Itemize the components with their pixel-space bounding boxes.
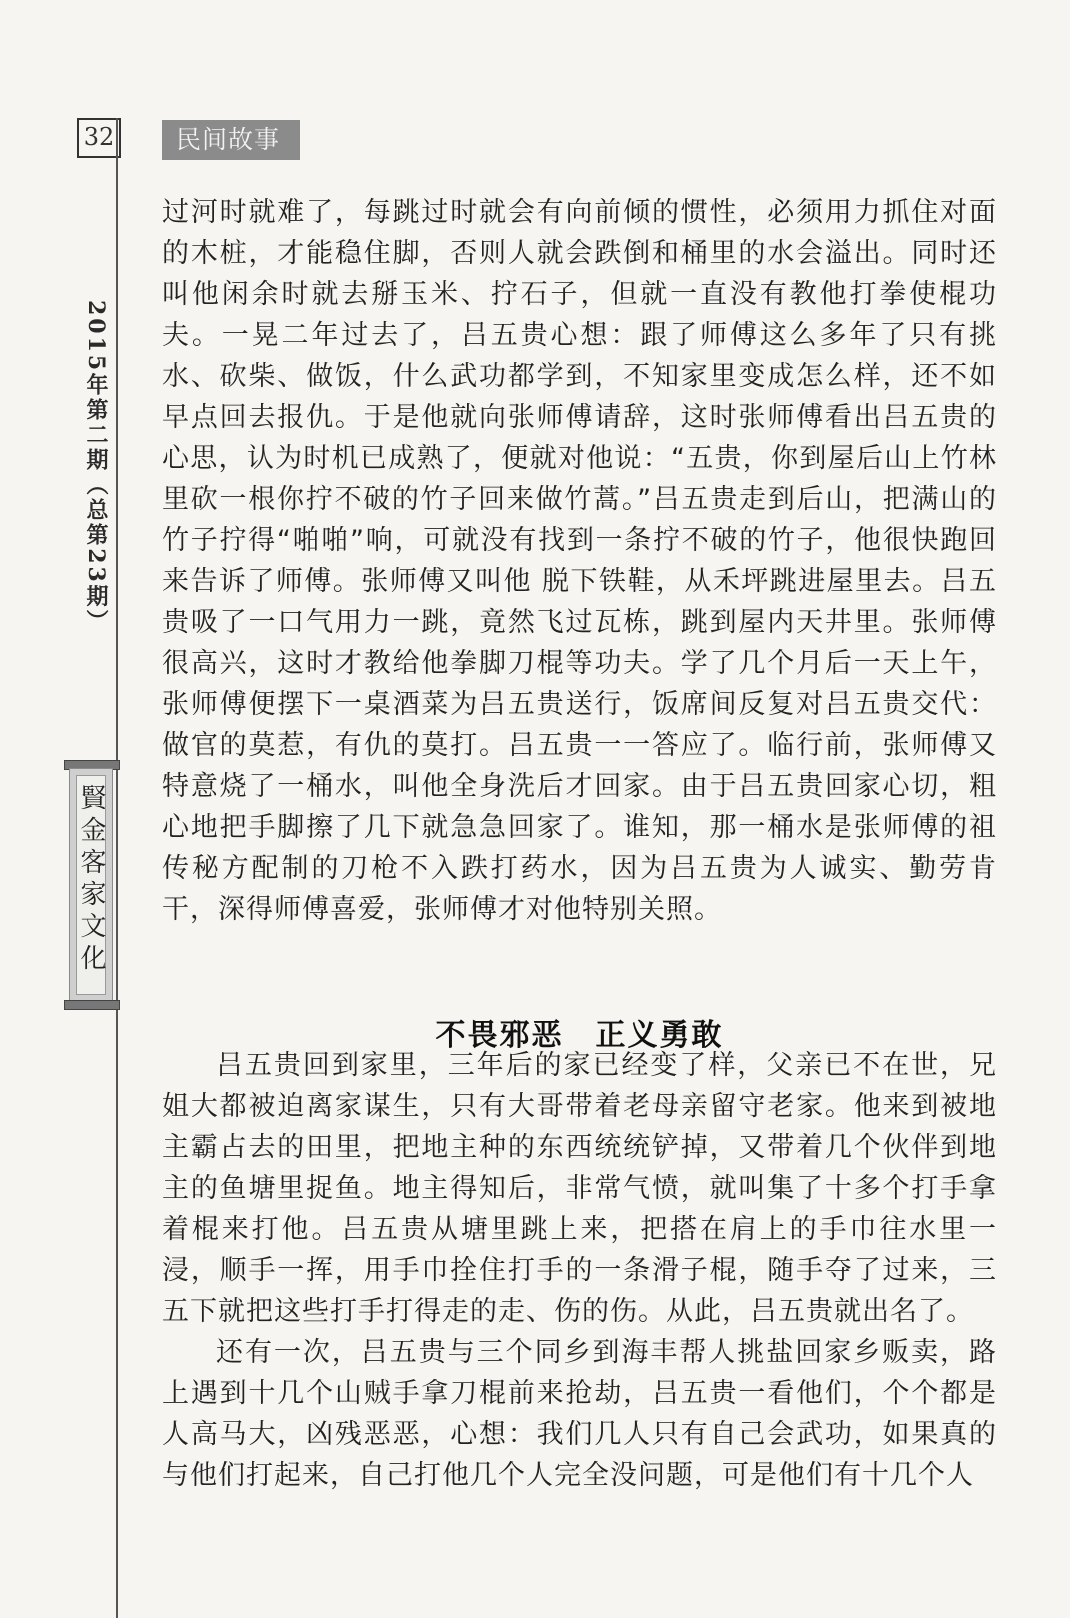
- continuation-paragraph: 过河时就难了，每跳过时就会有向前倾的惯性，必须用力抓住对面的木桩，才能稳住脚，否则人就会跌倒和桶里的水会溢出。同时还叫他闲余时就去掰玉米、拧石子，但就一直没有教他打拳使棍功夫。一晃二年过去了，吕五贵心想：跟了师傅这么多年了只有挑水、砍柴、做饭，什么武功都学到，不知家里变成怎么样，还不如早点回去报仇。于是他就向张师傅请辞，这时张师傅看出吕五贵的心思，认为时机已成熟了，便就对他说：“五贵，你到屋后山上竹林里砍一根你拧不破的竹子回来做竹蒿。”吕五贵走到后山，把满山的竹子拧得“啪啪”响，可就没有找到一条拧不破的竹子，他很快跑回来告诉了师傅。张师傅又叫他 脱下铁鞋，从禾坪跳进屋里去。吕五贵吸了一口气用力一跳，竟然飞过瓦栋，跳到屋内天井里。张师傅很高兴，这时才教给他拳脚刀棍等功夫。学了几个月后一天上午，张师傅便摆下一桌酒菜为吕五贵送行，饭席间反复对吕五贵交代：做官的莫惹，有仇的莫打。吕五贵一一答应了。临行前，张师傅又特意烧了一桶水，叫他全身洗后才回家。由于吕五贵回家心切，粗心地把手脚擦了几下就急急回家了。谁知，那一桶水是张师傅的祖传秘方配制的刀枪不入跌打药水，因为吕五贵为人诚实、勤劳肯干，深得师傅喜爱，张师傅才对他特别关照。: [162, 197, 997, 925]
- section-heading: 不畏邪恶 正义勇敢: [435, 1018, 724, 1053]
- paragraph-2: 还有一次，吕五贵与三个同乡到海丰帮人挑盐回家乡贩卖，路上遇到十几个山贼手拿刀棍前来抢劫，吕五贵一看他们，个个都是人高马大，凶残恶恶，心想：我们几人只有自己会武功，如果真的与他们打起来，自己打他几个人完全没问题，可是他们有十几个人: [162, 1337, 997, 1491]
- article-body-top: [162, 192, 997, 930]
- calligraphy-scroll: [64, 760, 118, 1010]
- paragraph-1: 吕五贵回到家里，三年后的家已经变了样，父亲已不在世，兄姐大都被迫离家谋生，只有大哥带着老母亲留守老家。他来到被地主霸占去的田里，把地主种的东西统统铲掉，又带着几个伙伴到地主的鱼塘里捉鱼。地主得知后，非常气愤，就叫集了十多个打手拿着棍来打他。吕五贵从塘里跳上来，把搭在肩上的手巾往水里一浸，顺手一挥，用手巾拴住打手的一条滑子棍，随手夺了过来，三五下就把这些打手打得走的走、伤的伤。从此，吕五贵就出名了。: [162, 1050, 997, 1327]
- section-tag: 民间故事: [162, 120, 300, 160]
- scroll-panel: [76, 775, 106, 995]
- scroll-calligraphy: 賢金客家文化: [76, 784, 106, 976]
- scroll-rod-bottom: [64, 1000, 120, 1010]
- page-number: 32: [77, 118, 121, 158]
- scroll-body: [69, 768, 113, 1002]
- article-body-bottom: [162, 1045, 997, 1496]
- issue-label: 2015年第二期（总第23期）: [83, 300, 109, 635]
